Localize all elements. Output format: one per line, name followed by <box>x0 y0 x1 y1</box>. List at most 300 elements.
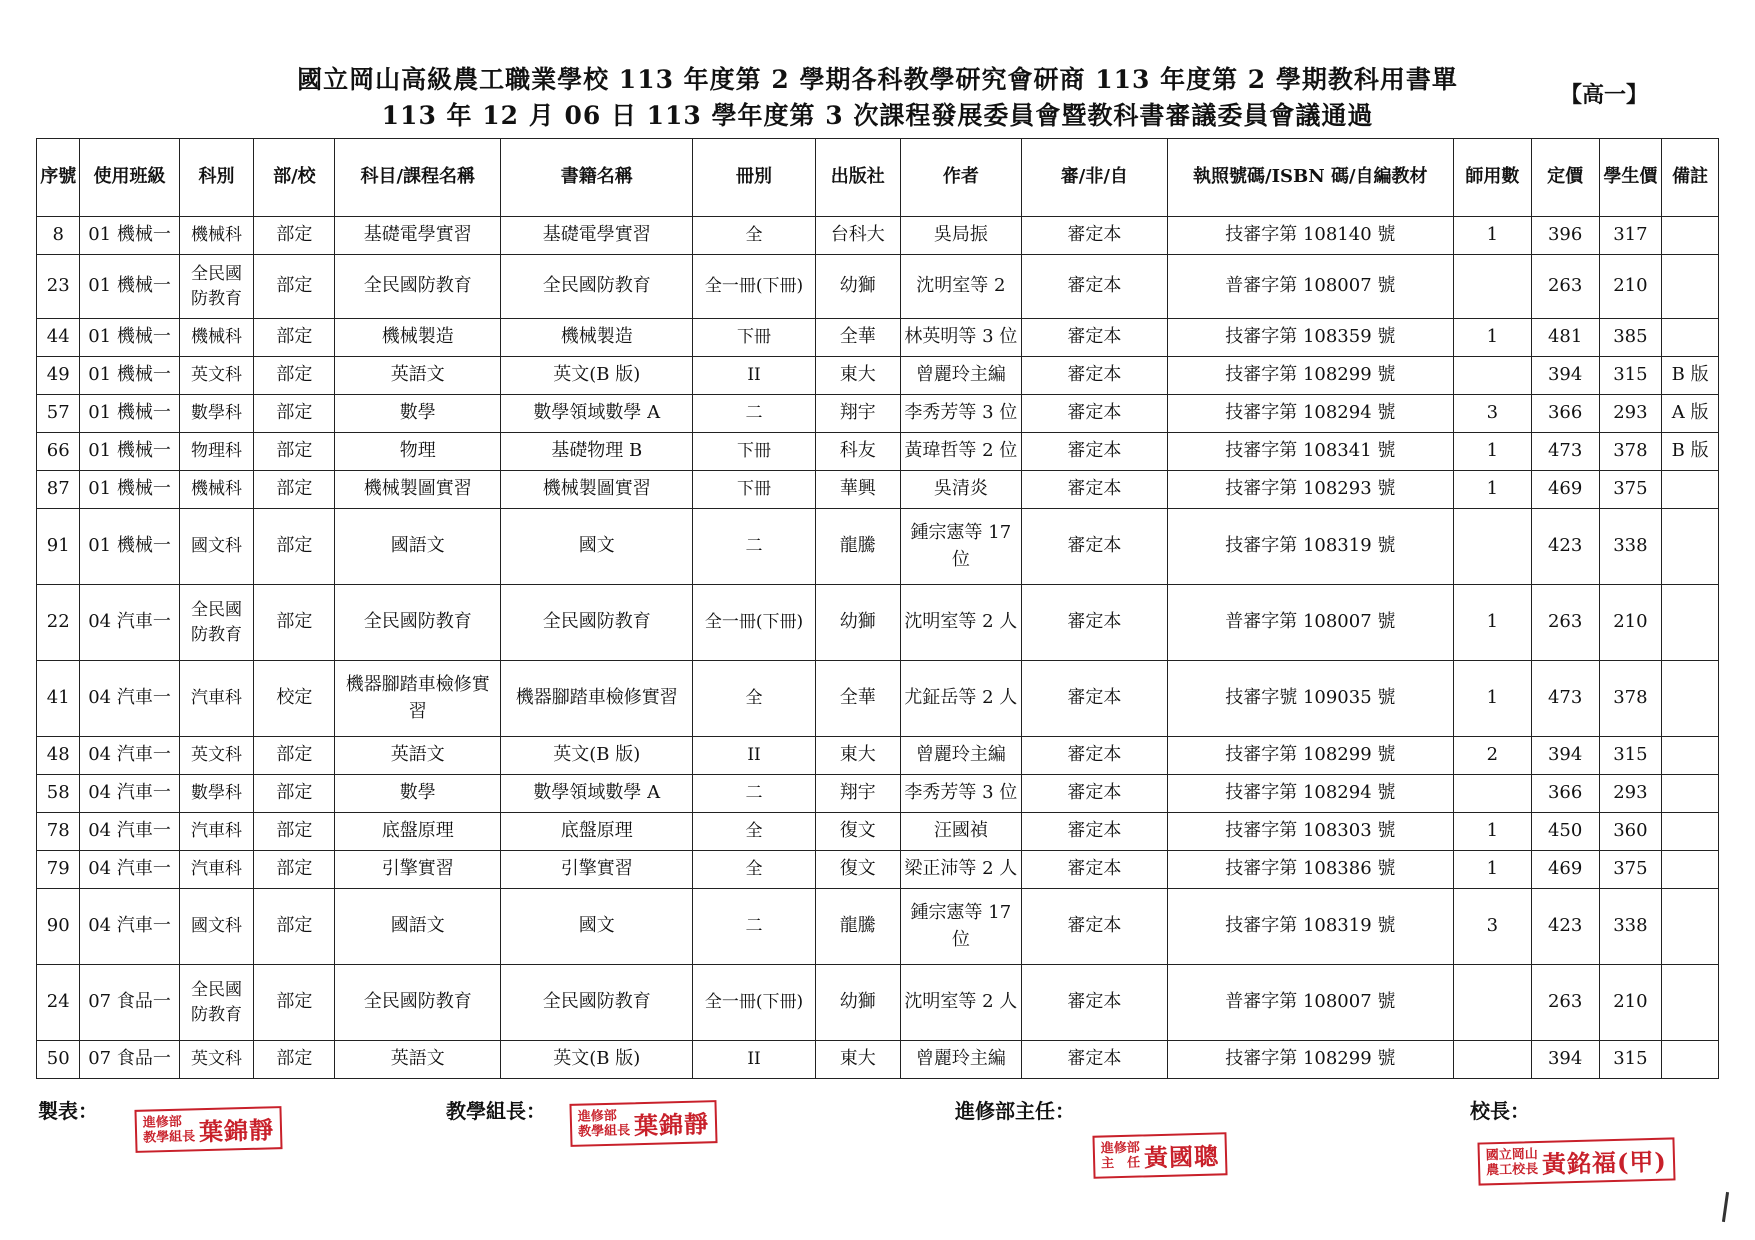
table-cell: 07 食品一 <box>80 1041 179 1079</box>
table-cell <box>1662 889 1719 965</box>
column-header: 冊別 <box>693 139 815 217</box>
table-cell: 01 機械一 <box>80 217 179 255</box>
table-cell: 293 <box>1599 395 1662 433</box>
table-cell: 審定本 <box>1022 851 1168 889</box>
table-cell: 41 <box>37 661 80 737</box>
table-cell: 審定本 <box>1022 813 1168 851</box>
table-cell: 黃瑋哲等 2 位 <box>900 433 1021 471</box>
table-cell: 汽車科 <box>179 851 254 889</box>
table-cell: 04 汽車一 <box>80 585 179 661</box>
table-cell: 二 <box>693 775 815 813</box>
table-cell: 部定 <box>254 217 335 255</box>
table-cell: 全 <box>693 217 815 255</box>
table-cell: 英文科 <box>179 737 254 775</box>
table-cell: 審定本 <box>1022 775 1168 813</box>
table-cell: 復文 <box>815 813 900 851</box>
table-cell: 469 <box>1531 471 1599 509</box>
table-cell: 英文(B 版) <box>501 1041 693 1079</box>
table-cell: 審定本 <box>1022 319 1168 357</box>
table-cell: 全華 <box>815 661 900 737</box>
table-cell: 90 <box>37 889 80 965</box>
table-cell: 04 汽車一 <box>80 775 179 813</box>
table-cell <box>1662 851 1719 889</box>
table-cell: 部定 <box>254 813 335 851</box>
table-cell <box>1662 965 1719 1041</box>
table-cell: 機械科 <box>179 471 254 509</box>
table-cell: 366 <box>1531 775 1599 813</box>
table-cell: 引擎實習 <box>501 851 693 889</box>
table-cell: 東大 <box>815 1041 900 1079</box>
table-cell: 國文科 <box>179 509 254 585</box>
table-row <box>37 433 1719 471</box>
table-cell: 338 <box>1599 509 1662 585</box>
table-cell: 469 <box>1531 851 1599 889</box>
column-header: 備註 <box>1662 139 1719 217</box>
table-cell: 技審字號 109035 號 <box>1167 661 1453 737</box>
table-cell: 360 <box>1599 813 1662 851</box>
table-cell: 全民國防教育 <box>335 255 501 319</box>
table-cell: 全民國防教育 <box>501 585 693 661</box>
table-cell: 技審字第 108341 號 <box>1167 433 1453 471</box>
table-cell: 審定本 <box>1022 471 1168 509</box>
table-cell: 394 <box>1531 357 1599 395</box>
table-cell: 技審字第 108293 號 <box>1167 471 1453 509</box>
table-cell: 3 <box>1453 889 1531 965</box>
table-row <box>37 357 1719 395</box>
table-cell: 普審字第 108007 號 <box>1167 255 1453 319</box>
column-header: 師用數 <box>1453 139 1531 217</box>
maker-label: 製表： <box>38 1099 98 1123</box>
table-cell: 翔宇 <box>815 775 900 813</box>
table-cell: 下冊 <box>693 319 815 357</box>
table-cell <box>1662 217 1719 255</box>
table-cell: 技審字第 108319 號 <box>1167 889 1453 965</box>
column-header: 科別 <box>179 139 254 217</box>
table-cell: 01 機械一 <box>80 509 179 585</box>
table-cell <box>1662 813 1719 851</box>
table-cell: 科友 <box>815 433 900 471</box>
teaching-head-seal-1: 進修部 教學組長 葉錦靜 <box>134 1106 282 1153</box>
table-cell: 全一冊(下冊) <box>693 965 815 1041</box>
table-cell: 審定本 <box>1022 357 1168 395</box>
table-cell: 吳清炎 <box>900 471 1021 509</box>
document-title: 國立岡山高級農工職業學校 113 年度第 2 學期各科教學研究會研商 113 年度第 2 學期教科用書單 <box>297 65 1458 94</box>
table-cell: 全 <box>693 661 815 737</box>
table-cell: 1 <box>1453 471 1531 509</box>
table-cell: 數學科 <box>179 775 254 813</box>
table-cell: 部定 <box>254 585 335 661</box>
table-cell: A 版 <box>1662 395 1719 433</box>
table-cell: 315 <box>1599 357 1662 395</box>
table-cell: 下冊 <box>693 433 815 471</box>
table-cell: 1 <box>1453 217 1531 255</box>
table-cell: 378 <box>1599 433 1662 471</box>
table-cell: 審定本 <box>1022 433 1168 471</box>
table-cell: 數學 <box>335 775 501 813</box>
table-cell: 國語文 <box>335 509 501 585</box>
pen-mark <box>1722 1192 1729 1222</box>
table-cell: 全民國防教育 <box>335 585 501 661</box>
table-cell: 審定本 <box>1022 737 1168 775</box>
table-cell: 全民國防教育 <box>179 585 254 661</box>
table-cell: 22 <box>37 585 80 661</box>
table-cell: 01 機械一 <box>80 433 179 471</box>
table-cell: 國文 <box>501 889 693 965</box>
table-cell: 全民國防教育 <box>501 965 693 1041</box>
table-cell <box>1453 1041 1531 1079</box>
table-cell <box>1662 509 1719 585</box>
table-cell: 幼獅 <box>815 255 900 319</box>
column-header: 執照號碼/ISBN 碼/自編教材 <box>1167 139 1453 217</box>
table-cell: 物理科 <box>179 433 254 471</box>
table-cell: 東大 <box>815 357 900 395</box>
document-subtitle: 113 年 12 月 06 日 113 學年度第 3 次課程發展委員會暨教科書審議委員會議通過 <box>381 101 1374 130</box>
table-cell: 國文科 <box>179 889 254 965</box>
table-row <box>37 585 1719 661</box>
table-cell: 01 機械一 <box>80 471 179 509</box>
table-cell: 幼獅 <box>815 965 900 1041</box>
table-cell: 473 <box>1531 661 1599 737</box>
table-cell: 機器腳踏車檢修實習 <box>501 661 693 737</box>
table-cell: 沈明室等 2 人 <box>900 965 1021 1041</box>
table-cell: 01 機械一 <box>80 255 179 319</box>
table-row <box>37 775 1719 813</box>
table-cell: 部定 <box>254 395 335 433</box>
table-cell: II <box>693 357 815 395</box>
director-seal: 進修部 主 任 黃國聰 <box>1092 1132 1227 1178</box>
table-cell: 79 <box>37 851 80 889</box>
table-row <box>37 889 1719 965</box>
table-cell <box>1662 471 1719 509</box>
textbook-table <box>36 138 1719 1079</box>
table-cell: 曾麗玲主編 <box>900 357 1021 395</box>
table-cell: 鍾宗憲等 17 位 <box>900 889 1021 965</box>
table-cell <box>1453 357 1531 395</box>
column-header: 書籍名稱 <box>501 139 693 217</box>
table-row <box>37 217 1719 255</box>
table-cell: 394 <box>1531 1041 1599 1079</box>
column-header: 使用班級 <box>80 139 179 217</box>
table-cell: 263 <box>1531 585 1599 661</box>
table-cell: II <box>693 1041 815 1079</box>
table-cell: 全一冊(下冊) <box>693 585 815 661</box>
table-cell: 263 <box>1531 255 1599 319</box>
table-cell: 數學領域數學 A <box>501 775 693 813</box>
table-cell: 396 <box>1531 217 1599 255</box>
principal-label: 校長： <box>1470 1099 1530 1123</box>
column-header: 科目/課程名稱 <box>335 139 501 217</box>
table-cell: 全一冊(下冊) <box>693 255 815 319</box>
table-cell: 曾麗玲主編 <box>900 737 1021 775</box>
table-cell: 263 <box>1531 965 1599 1041</box>
table-cell: 3 <box>1453 395 1531 433</box>
table-cell: 技審字第 108299 號 <box>1167 1041 1453 1079</box>
table-cell: 普審字第 108007 號 <box>1167 585 1453 661</box>
table-cell: 曾麗玲主編 <box>900 1041 1021 1079</box>
table-cell: 技審字第 108140 號 <box>1167 217 1453 255</box>
table-cell: 部定 <box>254 255 335 319</box>
table-cell: 台科大 <box>815 217 900 255</box>
table-cell: 1 <box>1453 319 1531 357</box>
table-cell: 英語文 <box>335 1041 501 1079</box>
table-cell: 04 汽車一 <box>80 661 179 737</box>
table-cell <box>1662 255 1719 319</box>
table-cell: 翔宇 <box>815 395 900 433</box>
table-row <box>37 661 1719 737</box>
table-cell: 數學 <box>335 395 501 433</box>
table-row <box>37 471 1719 509</box>
table-cell: 48 <box>37 737 80 775</box>
table-cell: 1 <box>1453 585 1531 661</box>
table-cell: 機械科 <box>179 319 254 357</box>
table-cell: 04 汽車一 <box>80 813 179 851</box>
table-cell: 394 <box>1531 737 1599 775</box>
table-cell: 210 <box>1599 255 1662 319</box>
table-cell: 數學領域數學 A <box>501 395 693 433</box>
table-cell: 機械製圖實習 <box>335 471 501 509</box>
table-cell: 汽車科 <box>179 661 254 737</box>
table-cell: 李秀芳等 3 位 <box>900 395 1021 433</box>
table-cell: 01 機械一 <box>80 319 179 357</box>
table-cell: 審定本 <box>1022 585 1168 661</box>
table-cell: 49 <box>37 357 80 395</box>
teaching-head-label: 教學組長： <box>446 1099 546 1123</box>
table-cell: B 版 <box>1662 433 1719 471</box>
table-cell: 審定本 <box>1022 1041 1168 1079</box>
table-cell: 8 <box>37 217 80 255</box>
table-cell: 91 <box>37 509 80 585</box>
table-cell: 審定本 <box>1022 509 1168 585</box>
table-cell: 全民國防教育 <box>335 965 501 1041</box>
table-cell: 23 <box>37 255 80 319</box>
table-cell <box>1453 509 1531 585</box>
table-cell: 全民國防教育 <box>179 255 254 319</box>
table-cell: 物理 <box>335 433 501 471</box>
table-cell: 吳局振 <box>900 217 1021 255</box>
table-cell: 李秀芳等 3 位 <box>900 775 1021 813</box>
table-cell: 78 <box>37 813 80 851</box>
table-cell: 50 <box>37 1041 80 1079</box>
table-cell: 底盤原理 <box>335 813 501 851</box>
table-cell: 機械製造 <box>335 319 501 357</box>
table-cell: 1 <box>1453 813 1531 851</box>
table-cell: 01 機械一 <box>80 357 179 395</box>
table-cell: 部定 <box>254 357 335 395</box>
table-row <box>37 255 1719 319</box>
table-cell <box>1662 1041 1719 1079</box>
table-cell: 技審字第 108319 號 <box>1167 509 1453 585</box>
table-cell: 部定 <box>254 1041 335 1079</box>
column-header: 學生價 <box>1599 139 1662 217</box>
table-cell: 英文(B 版) <box>501 737 693 775</box>
table-cell: 沈明室等 2 <box>900 255 1021 319</box>
table-cell: 林英明等 3 位 <box>900 319 1021 357</box>
table-cell <box>1453 965 1531 1041</box>
principal-seal: 國立岡山 農工校長 黃銘福(甲) <box>1477 1137 1675 1185</box>
table-cell: 44 <box>37 319 80 357</box>
table-row <box>37 813 1719 851</box>
table-cell: 英文科 <box>179 1041 254 1079</box>
table-cell: 全華 <box>815 319 900 357</box>
table-cell: 315 <box>1599 1041 1662 1079</box>
table-cell: 317 <box>1599 217 1662 255</box>
table-cell: 基礎物理 B <box>501 433 693 471</box>
column-header: 部/校 <box>254 139 335 217</box>
table-cell: 鍾宗憲等 17 位 <box>900 509 1021 585</box>
table-cell: 審定本 <box>1022 889 1168 965</box>
table-cell: 57 <box>37 395 80 433</box>
table-cell: 二 <box>693 395 815 433</box>
table-cell: 復文 <box>815 851 900 889</box>
table-cell: 英文科 <box>179 357 254 395</box>
table-cell: 210 <box>1599 585 1662 661</box>
table-cell <box>1662 661 1719 737</box>
table-header-row <box>37 139 1719 217</box>
grade-label: 【高一】 <box>1560 82 1649 108</box>
table-cell: 數學科 <box>179 395 254 433</box>
table-cell: 66 <box>37 433 80 471</box>
table-cell: 部定 <box>254 509 335 585</box>
table-cell: 機械製圖實習 <box>501 471 693 509</box>
table-cell: II <box>693 737 815 775</box>
table-cell: 英語文 <box>335 737 501 775</box>
table-cell: 龍騰 <box>815 509 900 585</box>
table-row <box>37 851 1719 889</box>
column-header: 出版社 <box>815 139 900 217</box>
column-header: 審/非/自 <box>1022 139 1168 217</box>
table-cell: 技審字第 108359 號 <box>1167 319 1453 357</box>
table-cell: 293 <box>1599 775 1662 813</box>
table-cell: 基礎電學實習 <box>335 217 501 255</box>
table-cell: 下冊 <box>693 471 815 509</box>
table-row <box>37 319 1719 357</box>
table-row <box>37 395 1719 433</box>
table-cell: 機器腳踏車檢修實習 <box>335 661 501 737</box>
table-cell: 技審字第 108299 號 <box>1167 357 1453 395</box>
table-cell: 385 <box>1599 319 1662 357</box>
table-cell: 普審字第 108007 號 <box>1167 965 1453 1041</box>
table-cell: 1 <box>1453 661 1531 737</box>
table-cell: 校定 <box>254 661 335 737</box>
table-cell: 審定本 <box>1022 661 1168 737</box>
table-cell: 東大 <box>815 737 900 775</box>
table-cell: 機械製造 <box>501 319 693 357</box>
table-cell: 01 機械一 <box>80 395 179 433</box>
table-cell: 全 <box>693 813 815 851</box>
table-cell: 梁正沛等 2 人 <box>900 851 1021 889</box>
table-cell: 375 <box>1599 851 1662 889</box>
table-cell: 315 <box>1599 737 1662 775</box>
table-cell: 部定 <box>254 965 335 1041</box>
table-cell <box>1662 585 1719 661</box>
table-cell: 審定本 <box>1022 255 1168 319</box>
table-cell: 汽車科 <box>179 813 254 851</box>
table-cell: 04 汽車一 <box>80 851 179 889</box>
table-cell: 378 <box>1599 661 1662 737</box>
column-header: 定價 <box>1531 139 1599 217</box>
table-cell: 210 <box>1599 965 1662 1041</box>
table-cell <box>1453 255 1531 319</box>
table-cell: 04 汽車一 <box>80 737 179 775</box>
table-cell: 87 <box>37 471 80 509</box>
table-cell: 1 <box>1453 433 1531 471</box>
table-cell: 機械科 <box>179 217 254 255</box>
table-cell: 國語文 <box>335 889 501 965</box>
table-cell: 全 <box>693 851 815 889</box>
table-cell: 07 食品一 <box>80 965 179 1041</box>
table-row <box>37 509 1719 585</box>
table-cell: 英語文 <box>335 357 501 395</box>
table-cell <box>1453 775 1531 813</box>
table-cell: 473 <box>1531 433 1599 471</box>
teaching-head-seal-2: 進修部 教學組長 葉錦靜 <box>569 1100 717 1147</box>
table-cell: B 版 <box>1662 357 1719 395</box>
table-cell: 沈明室等 2 人 <box>900 585 1021 661</box>
table-cell: 二 <box>693 889 815 965</box>
table-cell: 龍騰 <box>815 889 900 965</box>
table-cell: 引擎實習 <box>335 851 501 889</box>
table-cell: 技審字第 108294 號 <box>1167 395 1453 433</box>
table-cell: 1 <box>1453 851 1531 889</box>
column-header: 序號 <box>37 139 80 217</box>
table-cell: 底盤原理 <box>501 813 693 851</box>
table-cell: 375 <box>1599 471 1662 509</box>
table-cell: 審定本 <box>1022 395 1168 433</box>
table-cell: 部定 <box>254 851 335 889</box>
column-header: 作者 <box>900 139 1021 217</box>
table-cell: 基礎電學實習 <box>501 217 693 255</box>
table-cell <box>1662 737 1719 775</box>
table-cell: 汪國禎 <box>900 813 1021 851</box>
table-cell: 2 <box>1453 737 1531 775</box>
table-cell: 481 <box>1531 319 1599 357</box>
table-cell: 部定 <box>254 737 335 775</box>
table-cell <box>1662 319 1719 357</box>
table-cell: 24 <box>37 965 80 1041</box>
table-cell: 全民國防教育 <box>179 965 254 1041</box>
table-cell: 450 <box>1531 813 1599 851</box>
table-cell <box>1662 775 1719 813</box>
table-cell: 423 <box>1531 889 1599 965</box>
table-cell: 審定本 <box>1022 217 1168 255</box>
table-cell: 部定 <box>254 319 335 357</box>
table-cell: 366 <box>1531 395 1599 433</box>
table-cell: 58 <box>37 775 80 813</box>
table-cell: 技審字第 108299 號 <box>1167 737 1453 775</box>
table-cell: 國文 <box>501 509 693 585</box>
table-cell: 英文(B 版) <box>501 357 693 395</box>
table-cell: 04 汽車一 <box>80 889 179 965</box>
table-cell: 部定 <box>254 471 335 509</box>
table-cell: 423 <box>1531 509 1599 585</box>
table-cell: 審定本 <box>1022 965 1168 1041</box>
table-cell: 部定 <box>254 775 335 813</box>
table-cell: 技審字第 108303 號 <box>1167 813 1453 851</box>
table-cell: 華興 <box>815 471 900 509</box>
table-cell: 技審字第 108294 號 <box>1167 775 1453 813</box>
director-label: 進修部主任： <box>955 1099 1075 1123</box>
table-row <box>37 737 1719 775</box>
table-row <box>37 965 1719 1041</box>
table-cell: 尤鉦岳等 2 人 <box>900 661 1021 737</box>
table-cell: 技審字第 108386 號 <box>1167 851 1453 889</box>
table-cell: 二 <box>693 509 815 585</box>
table-cell: 338 <box>1599 889 1662 965</box>
table-cell: 部定 <box>254 433 335 471</box>
table-cell: 部定 <box>254 889 335 965</box>
table-cell: 幼獅 <box>815 585 900 661</box>
table-cell: 全民國防教育 <box>501 255 693 319</box>
